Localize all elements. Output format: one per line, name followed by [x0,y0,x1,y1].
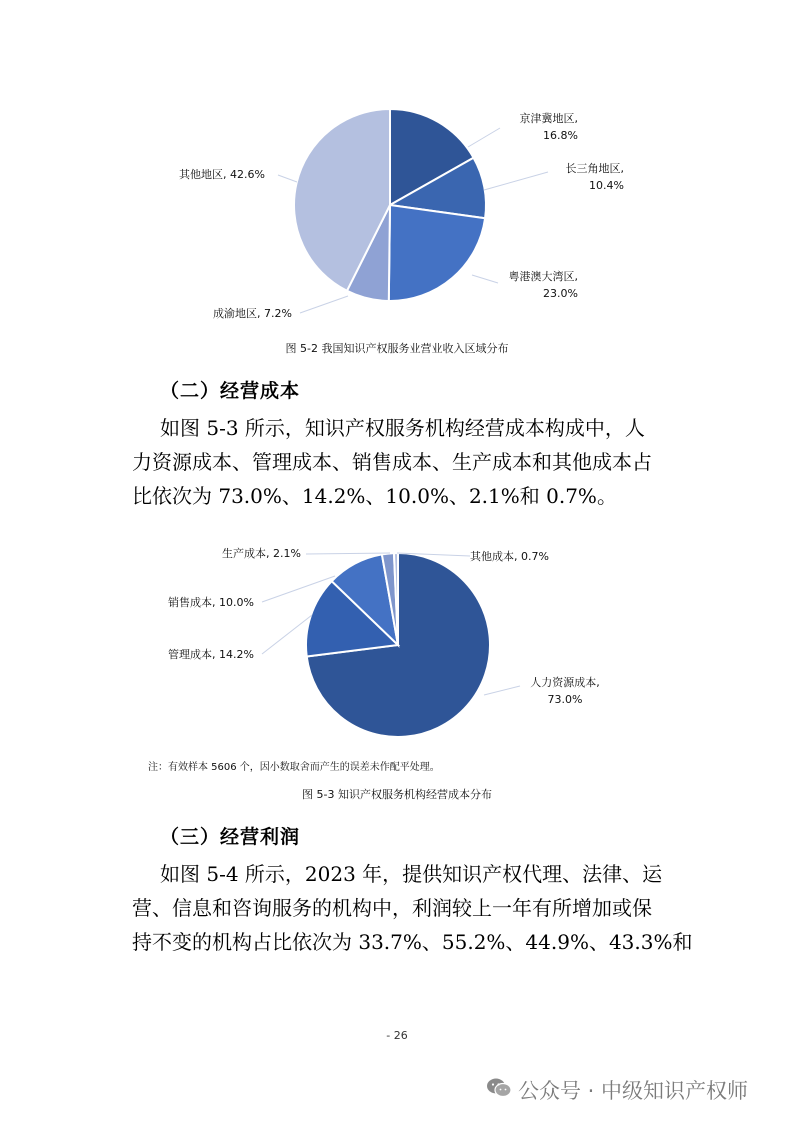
pie1-label-other: 其他地区, 42.6% [179,168,265,181]
page-number: - 26 [386,1029,408,1042]
figure-5-2-caption: 图 5-2 我国知识产权服务业营业收入区域分布 [285,342,509,355]
pie2-label-hr: 人力资源成本, 73.0% [530,676,600,706]
section-heading-operating-profit: （三）经营利润 [160,826,301,848]
leader-line-4 [484,686,520,695]
section-heading-operating-cost: （二）经营成本 [160,380,301,402]
paragraph-line: 如图 5-4 所示，2023 年，提供知识产权代理、法律、运 [160,862,663,886]
pie1-label-jingjinji: 京津冀地区, 16.8% [519,112,578,142]
paragraph-line: 比依次为 73.0%、14.2%、10.0%、2.1%和 0.7%。 [132,484,617,508]
paragraph-line: 如图 5-3 所示，知识产权服务机构经营成本构成中，人 [160,416,645,440]
wechat-icon [486,1077,512,1104]
leader-line-0 [306,553,390,554]
pie1-label-chengyu: 成渝地区, 7.2% [213,307,292,320]
paragraph-line: 营、信息和咨询服务的机构中，利润较上一年有所增加或保 [132,896,652,920]
pie2-label-production: 生产成本, 2.1% [222,547,301,560]
pie1-label-changsanjiao: 长三角地区, 10.4% [565,162,624,192]
pie2-label-management: 管理成本, 14.2% [168,648,254,661]
watermark-text: 公众号 · 中级知识产权师 [518,1079,749,1103]
leader-line-3 [262,615,312,654]
figure-5-3-caption: 图 5-3 知识产权服务机构经营成本分布 [302,788,492,801]
watermark [486,1075,748,1105]
pie2-label-sales: 销售成本, 10.0% [168,596,254,609]
pie2-label-other: 其他成本, 0.7% [470,550,549,563]
paragraph-line: 持不变的机构占比依次为 33.7%、55.2%、44.9%、43.3%和 [132,930,693,954]
paragraph-operating-profit [132,857,693,959]
paragraph-line: 力资源成本、管理成本、销售成本、生产成本和其他成本占 [132,450,652,474]
figure-5-3-note: 注：有效样本 5606 个，因小数取舍而产生的误差未作配平处理。 [148,762,440,773]
pie1-label-yuegangao: 粤港澳大湾区, 23.0% [508,270,578,300]
